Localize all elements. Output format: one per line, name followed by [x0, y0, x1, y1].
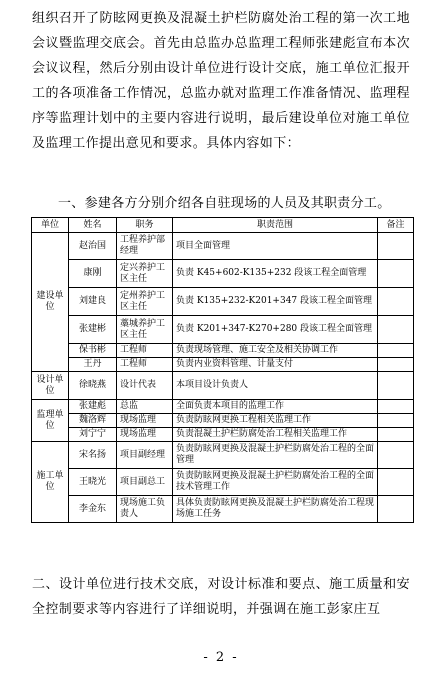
- name-cell: 宋名扬: [69, 442, 117, 469]
- role-cell: 项目副总工: [117, 469, 173, 496]
- name-cell: 李金东: [69, 496, 117, 523]
- scope-cell: 具体负责防眩网更换及混凝土护栏防腐处治工程现场施工任务: [173, 496, 378, 523]
- note-cell: [378, 372, 414, 400]
- table-row: [32, 442, 414, 469]
- name-cell: 赵治国: [69, 233, 117, 260]
- name-cell: 王丹: [69, 358, 117, 372]
- name-cell: 保书彬: [69, 344, 117, 358]
- unit-cell: 施工单位: [32, 442, 69, 523]
- table-row: [32, 469, 414, 496]
- note-cell: [378, 496, 414, 523]
- table-row: [32, 372, 414, 400]
- note-cell: [378, 288, 414, 316]
- name-cell: 康刚: [69, 260, 117, 288]
- role-cell: 现场监理: [117, 414, 173, 428]
- scope-cell: 负责防眩网更换及混凝土护栏防腐处治工程的全面技术管理工作: [173, 469, 378, 496]
- header-role: 职务: [117, 218, 173, 233]
- note-cell: [378, 469, 414, 496]
- role-cell: 工程师: [117, 358, 173, 372]
- header-scope: 职责范围: [173, 218, 378, 233]
- scope-cell: 本项目设计负责人: [173, 372, 378, 400]
- note-cell: [378, 400, 414, 414]
- scope-cell: 负责防眩网更换工程相关监理工作: [173, 414, 378, 428]
- role-cell: 藁城养护工区主任: [117, 316, 173, 344]
- unit-cell: 建设单位: [32, 233, 69, 372]
- role-cell: 现场监理: [117, 428, 173, 442]
- role-cell: 工程养护部经理: [117, 233, 173, 260]
- table-row: [32, 358, 414, 372]
- role-cell: 现场施工负责人: [117, 496, 173, 523]
- scope-cell: 负责现场管理、施工安全及相关协调工作: [173, 344, 378, 358]
- role-cell: 定州养护工区主任: [117, 288, 173, 316]
- note-cell: [378, 428, 414, 442]
- scope-cell: 负责内业资料管理、计量支付: [173, 358, 378, 372]
- scope-cell: 负责防眩网更换及混凝土护栏防腐处治工程的全面管理: [173, 442, 378, 469]
- header-name: 姓名: [69, 218, 117, 233]
- name-cell: 魏洛辉: [69, 414, 117, 428]
- note-cell: [378, 358, 414, 372]
- header-note: 备注: [378, 218, 414, 233]
- table-row: [32, 288, 414, 316]
- table-row: [32, 260, 414, 288]
- name-cell: 徐晓燕: [69, 372, 117, 400]
- note-cell: [378, 233, 414, 260]
- scope-cell: 全面负责本项目的监理工作: [173, 400, 378, 414]
- note-cell: [378, 344, 414, 358]
- unit-cell: 设计单位: [32, 372, 69, 400]
- note-cell: [378, 414, 414, 428]
- name-cell: 张建彪: [69, 400, 117, 414]
- section-1-heading: 一、参建各方分别介绍各自驻现场的人员及其职责分工。: [58, 196, 391, 211]
- role-cell: 总监: [117, 400, 173, 414]
- page-number: - 2 -: [203, 650, 239, 665]
- role-cell: 定兴养护工区主任: [117, 260, 173, 288]
- note-cell: [378, 442, 414, 469]
- scope-cell: 负责 K135+232-K201+347 段该工程全面管理: [173, 288, 378, 316]
- name-cell: 王晓光: [69, 469, 117, 496]
- role-cell: 设计代表: [117, 372, 173, 400]
- role-cell: 工程师: [117, 344, 173, 358]
- unit-cell: 监理单位: [32, 400, 69, 442]
- section-2-paragraph: 二、设计单位进行技术交底，对设计标准和要点、施工质量和安全控制要求等内容进行了详细说明，并强调在施工彭家庄互: [32, 577, 410, 617]
- table-row: [32, 233, 414, 260]
- scope-cell: 负责混凝土护栏防腐处治工程相关监理工作: [173, 428, 378, 442]
- name-cell: 刘宁宁: [69, 428, 117, 442]
- staff-table: [31, 217, 414, 523]
- intro-paragraph: 组织召开了防眩网更换及混凝土护栏防腐处治工程的第一次工地会议暨监理交底会。首先由总监办总监理工程师张建彪宣布本次会议议程，然后分别由设计单位进行设计交底，施工单位汇报开工的各项准备工作情况，总监办就对监理工作准备情况、监理程序等监理计划中的主要内容进行说明，最后建设单位对施工单位及监理工作提出意见和要求。具体内容如下：: [32, 11, 410, 151]
- scope-cell: 项目全面管理: [173, 233, 378, 260]
- table-header-row: [32, 218, 414, 233]
- table-row: [32, 496, 414, 523]
- name-cell: 张建彬: [69, 316, 117, 344]
- table-row: [32, 344, 414, 358]
- scope-cell: 负责 K201+347-K270+280 段该工程全面管理: [173, 316, 378, 344]
- table-row: [32, 428, 414, 442]
- note-cell: [378, 260, 414, 288]
- scope-cell: 负责 K45+602-K135+232 段该工程全面管理: [173, 260, 378, 288]
- table-row: [32, 414, 414, 428]
- name-cell: 刘建良: [69, 288, 117, 316]
- note-cell: [378, 316, 414, 344]
- role-cell: 项目副经理: [117, 442, 173, 469]
- header-unit: 单位: [32, 218, 69, 233]
- table-row: [32, 400, 414, 414]
- table-row: [32, 316, 414, 344]
